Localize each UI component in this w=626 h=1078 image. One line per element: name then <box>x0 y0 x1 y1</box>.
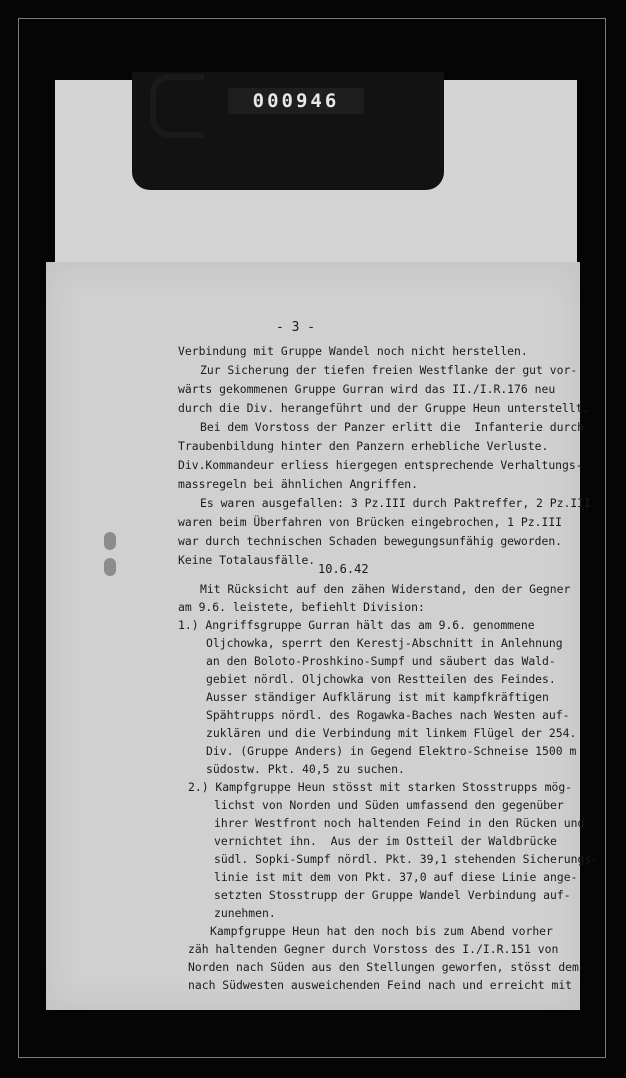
text-line: Mit Rücksicht auf den zähen Widerstand, den der Gegner <box>200 582 571 596</box>
text-line: Es waren ausgefallen: 3 Pz.III durch Paktreffer, 2 Pz.III <box>200 496 591 510</box>
text-line: Traubenbildung hinter den Panzern erhebliche Verluste. <box>178 439 549 453</box>
text-line: gebiet nördl. Oljchowka von Restteilen des Feindes. <box>206 672 556 686</box>
text-line: südostw. Pkt. 40,5 zu suchen. <box>206 762 405 776</box>
text-line: Norden nach Süden aus den Stellungen geworfen, stösst dem <box>188 960 579 974</box>
text-line: Bei dem Vorstoss der Panzer erlitt die Infanterie durch <box>200 420 585 434</box>
text-line: lichst von Norden und Süden umfassend den gegenüber <box>214 798 564 812</box>
text-line: 1.) Angriffsgruppe Gurran hält das am 9.6. genommene <box>178 618 535 632</box>
text-line: südl. Sopki-Sumpf nördl. Pkt. 39,1 stehenden Sicherungs- <box>214 852 599 866</box>
text-line: Spähtrupps nördl. des Rogawka-Baches nach Westen auf- <box>206 708 570 722</box>
text-line: Kampfgruppe Heun hat den noch bis zum Abend vorher <box>210 924 553 938</box>
text-line: Zur Sicherung der tiefen freien Westflanke der gut vor- <box>200 363 578 377</box>
text-line: am 9.6. leistete, befiehlt Division: <box>178 600 425 614</box>
text-line: linie ist mit dem von Pkt. 37,0 auf diese Linie ange- <box>214 870 578 884</box>
text-line: Keine Totalausfälle. <box>178 553 316 567</box>
page-counter <box>228 88 364 114</box>
date-heading: 10.6.42 <box>318 562 369 576</box>
page-number: - 3 - <box>276 320 316 335</box>
text-line: Div.Kommandeur erliess hiergegen entsprechende Verhaltungs- <box>178 458 583 472</box>
text-line: wärts gekommenen Gruppe Gurran wird das II./I.R.176 neu <box>178 382 556 396</box>
text-line: vernichtet ihn. Aus der im Ostteil der Waldbrücke <box>214 834 557 848</box>
text-line: zunehmen. <box>214 906 276 920</box>
text-line: setzten Stosstrupp der Gruppe Wandel Verbindung auf- <box>214 888 571 902</box>
counter-number: 000946 <box>252 90 340 112</box>
text-line: an den Boloto-Proshkino-Sumpf und säubert das Wald- <box>206 654 556 668</box>
text-line: Div. (Gruppe Anders) in Gegend Elektro-Schneise 1500 m <box>206 744 577 758</box>
text-line: durch die Div. herangeführt und der Gruppe Heun unterstellt. <box>178 401 590 415</box>
text-line: massregeln bei ähnlichen Angriffen. <box>178 477 419 491</box>
text-line: war durch technischen Schaden bewegungsunfähig geworden. <box>178 534 563 548</box>
text-line: waren beim Überfahren von Brücken eingebrochen, 1 Pz.III <box>178 515 563 529</box>
text-line: zuklären und die Verbindung mit linkem Flügel der 254. <box>206 726 577 740</box>
text-line: 2.) Kampfgruppe Heun stösst mit starken Stosstrupps mög- <box>188 780 573 794</box>
punch-hole-icon <box>104 558 116 576</box>
binder-clip-arm <box>150 74 204 138</box>
text-line: Oljchowka, sperrt den Kerestj-Abschnitt in Anlehnung <box>206 636 563 650</box>
punch-hole-icon <box>104 532 116 550</box>
text-line: ihrer Westfront noch haltenden Feind in den Rücken und <box>214 816 585 830</box>
text-line: nach Südwesten ausweichenden Feind nach und erreicht mit <box>188 978 573 992</box>
text-line: Verbindung mit Gruppe Wandel noch nicht herstellen. <box>178 344 528 358</box>
text-line: Ausser ständiger Aufklärung ist mit kampfkräftigen <box>206 690 549 704</box>
text-line: zäh haltenden Gegner durch Vorstoss des I./I.R.151 von <box>188 942 559 956</box>
